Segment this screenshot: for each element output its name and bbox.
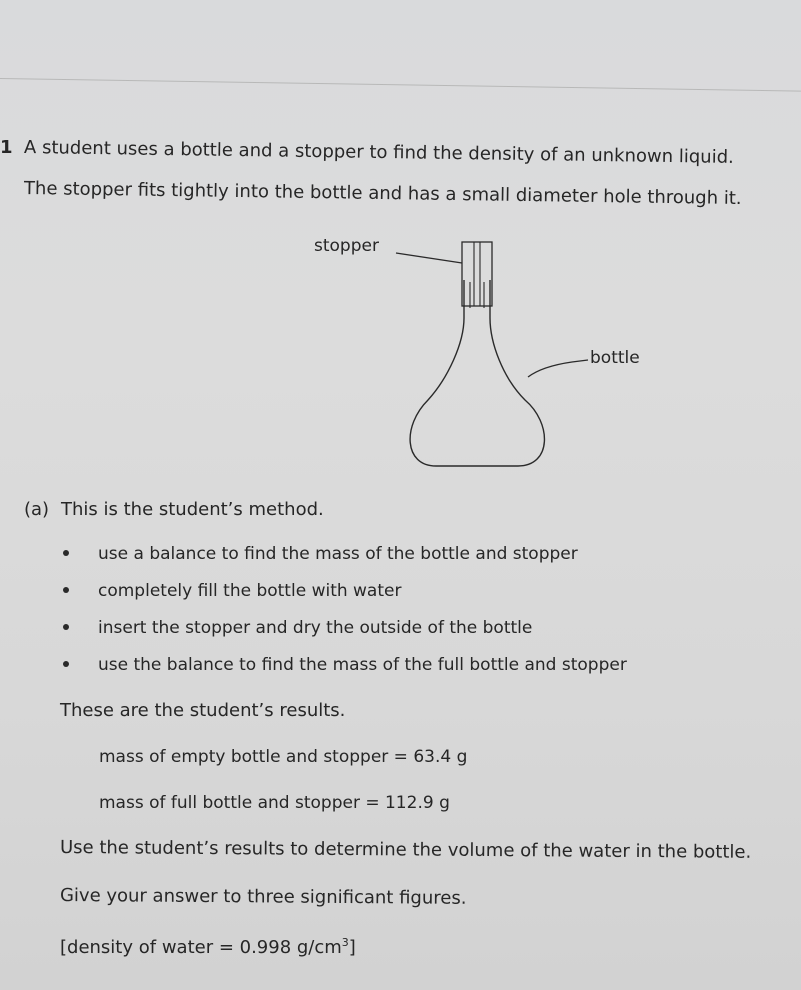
method-bullet-3 (63, 624, 69, 630)
bottle-label: bottle (590, 348, 640, 368)
method-bullet-1 (63, 550, 69, 556)
bottle-outline (410, 280, 544, 466)
question-number: 1 (0, 137, 13, 158)
result-empty-mass: mass of empty bottle and stopper = 63.4 g (99, 747, 468, 767)
method-step-3: insert the stopper and dry the outside of the bottle (98, 618, 533, 638)
instruction-sig-figs: Give your answer to three significant figures. (59, 885, 467, 909)
question-description: The stopper fits tightly into the bottle and has a small diameter hole through it. (23, 178, 742, 210)
density-note (60, 932, 356, 959)
method-bullet-4 (63, 661, 69, 667)
results-heading: These are the student’s results. (60, 700, 346, 721)
method-step-2: completely fill the bottle with water (98, 581, 402, 601)
method-bullet-2 (63, 587, 69, 593)
question-intro: A student uses a bottle and a stopper to find the density of an unknown liquid. (23, 137, 734, 168)
stopper-label: stopper (314, 236, 379, 256)
method-step-4: use the balance to find the mass of the full bottle and stopper (98, 655, 627, 675)
density-prefix: [density of water = 0.998 g/cm (60, 937, 342, 958)
method-step-1: use a balance to find the mass of the bottle and stopper (98, 544, 578, 564)
header-rule (0, 78, 801, 92)
bottle-leader-line (528, 360, 588, 377)
stopper-leader-line (396, 253, 462, 263)
stopper-top (462, 242, 492, 306)
part-a-intro: This is the student’s method. (61, 499, 324, 520)
density-suffix: ] (348, 937, 356, 958)
instruction-volume: Use the student’s results to determine the volume of the water in the bottle. (59, 837, 752, 863)
result-full-mass: mass of full bottle and stopper = 112.9 g (99, 793, 450, 813)
bottle-diagram (300, 228, 660, 478)
density-exponent: 3 (341, 936, 349, 949)
part-a-label: (a) (24, 499, 50, 520)
